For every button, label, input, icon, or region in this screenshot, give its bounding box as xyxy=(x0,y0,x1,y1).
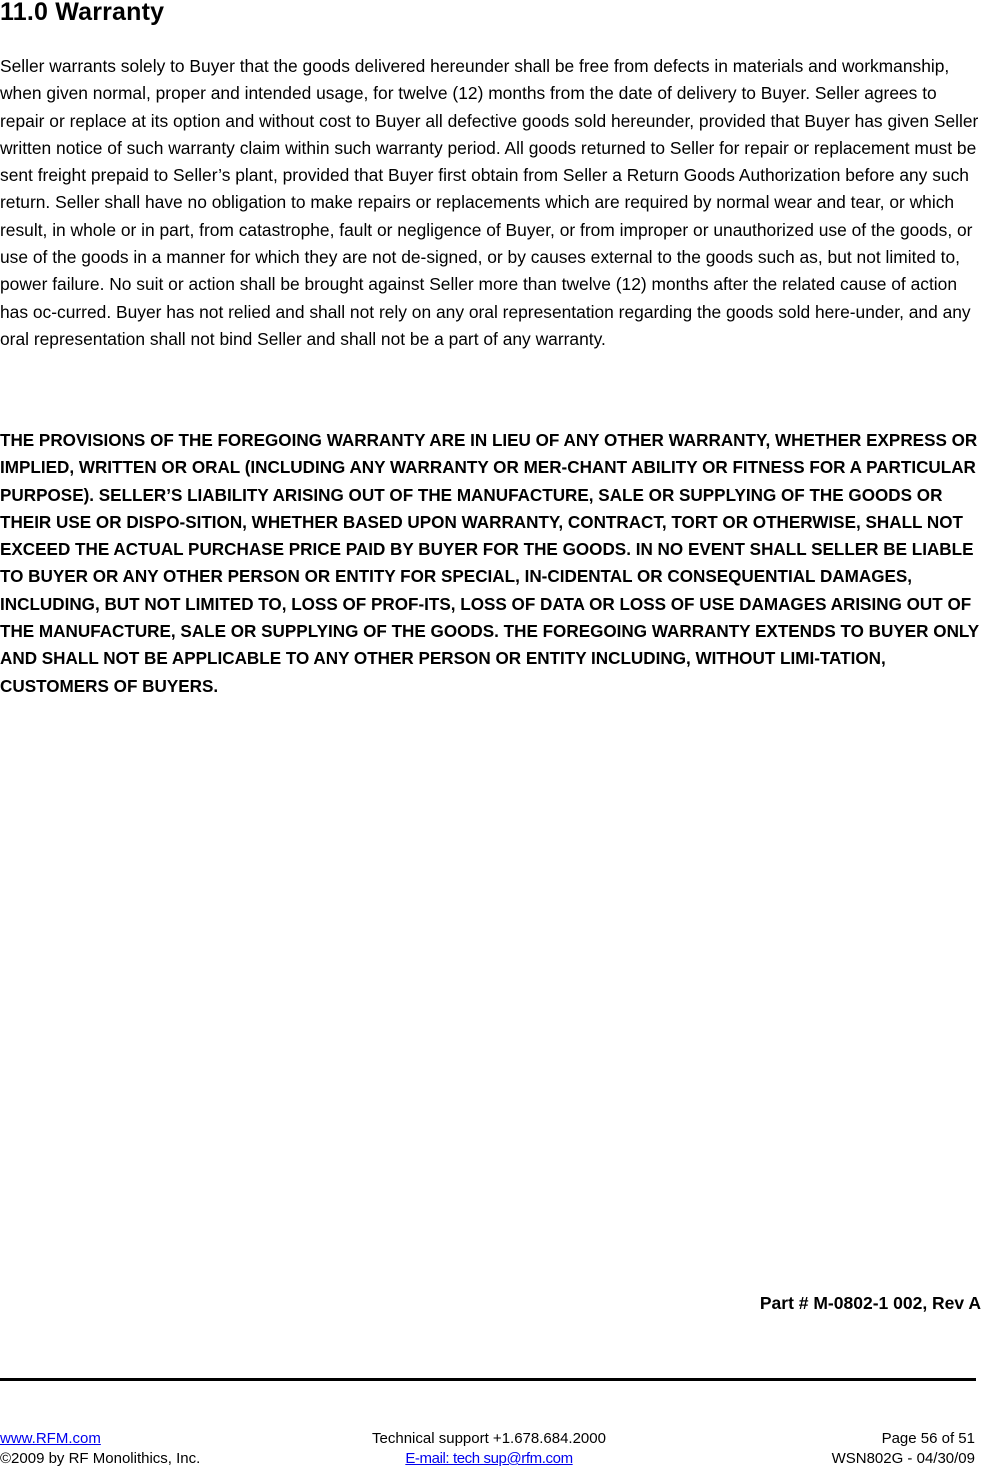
footer-left xyxy=(0,1429,200,1469)
section-title: 11.0 Warranty xyxy=(0,0,165,26)
page-number: Page 56 of 51 xyxy=(881,1430,975,1447)
website-link[interactable]: www.RFM.com xyxy=(0,1430,101,1447)
document-id: WSN802G - 04/30/09 xyxy=(831,1450,975,1467)
support-email-link[interactable]: E-mail: tech sup@rfm.com xyxy=(405,1450,573,1467)
footer-divider xyxy=(0,1378,976,1381)
footer-center xyxy=(334,1429,644,1469)
copyright-text: ©2009 by RF Monolithics, Inc. xyxy=(0,1450,201,1467)
support-phone: Technical support +1.678.684.2000 xyxy=(372,1430,606,1447)
warranty-disclaimer-paragraph: THE PROVISIONS OF THE FOREGOING WARRANTY ARE IN LIEU OF ANY OTHER WARRANTY, WHETHER EXPRESS OR IMPLIED, WRITTEN OR ORAL (INCLUDING ANY WARRANTY OR MER-CHANT ABILITY OR FITNESS FOR A PARTICULAR PURPOSE). SELLER’S LIABILITY ARISING OUT OF THE MANUFACTURE, SALE OR SUPPLYING OF THE GOODS OR THEIR USE OR DISPO-SITION, WHETHER BASED UPON WARRANTY, CONTRACT, TORT OR OTHERWISE, SHALL NOT EXCEED THE ACTUAL PURCHASE PRICE PAID BY BUYER FOR THE GOODS. IN NO EVENT SHALL SELLER BE LIABLE TO BUYER OR ANY OTHER PERSON OR ENTITY FOR SPECIAL, IN-CIDENTAL OR CONSEQUENTIAL DAMAGES, INCLUDING, BUT NOT LIMITED TO, LOSS OF PROF-ITS, LOSS OF DATA OR LOSS OF USE DAMAGES ARISING OUT OF THE MANUFACTURE, SALE OR SUPPLYING OF THE GOODS. THE FOREGOING WARRANTY EXTENDS TO BUYER ONLY AND SHALL NOT BE APPLICABLE TO ANY OTHER PERSON OR ENTITY INCLUDING, WITHOUT LIMI-TATION, CUSTOMERS OF BUYERS. xyxy=(0,431,979,696)
warranty-paragraph: Seller warrants solely to Buyer that the goods delivered hereunder shall be free from defects in materials and workmanship, when given normal, proper and intended usage, for twelve (12) months from the date of delivery to Buyer. Seller agrees to repair or replace at its option and without cost to Buyer all defective goods sold hereunder, provided that Buyer has given Seller written notice of such warranty claim within such warranty period. All goods returned to Seller for repair or replacement must be sent freight prepaid to Seller’s plant, provided that Buyer first obtain from Seller a Return Goods Authorization before any such return. Seller shall have no obligation to make repairs or replacements which are required by normal wear and tear, or which result, in whole or in part, from catastrophe, fault or negligence of Buyer, or from improper or unauthorized use of the goods, or use of the goods in a manner for which they are not de-signed, or by causes external to the goods such as, but not limited to, power failure. No suit or action shall be brought against Seller more than twelve (12) months after the related cause of action has oc-curred. Buyer has not relied and shall not rely on any oral representation regarding the goods sold here-under, and any oral representation shall not bind Seller and shall not be a part of any warranty. xyxy=(0,56,979,349)
part-number: Part # M-0802-1 002, Rev A xyxy=(759,1293,981,1313)
footer-right xyxy=(832,1429,975,1469)
